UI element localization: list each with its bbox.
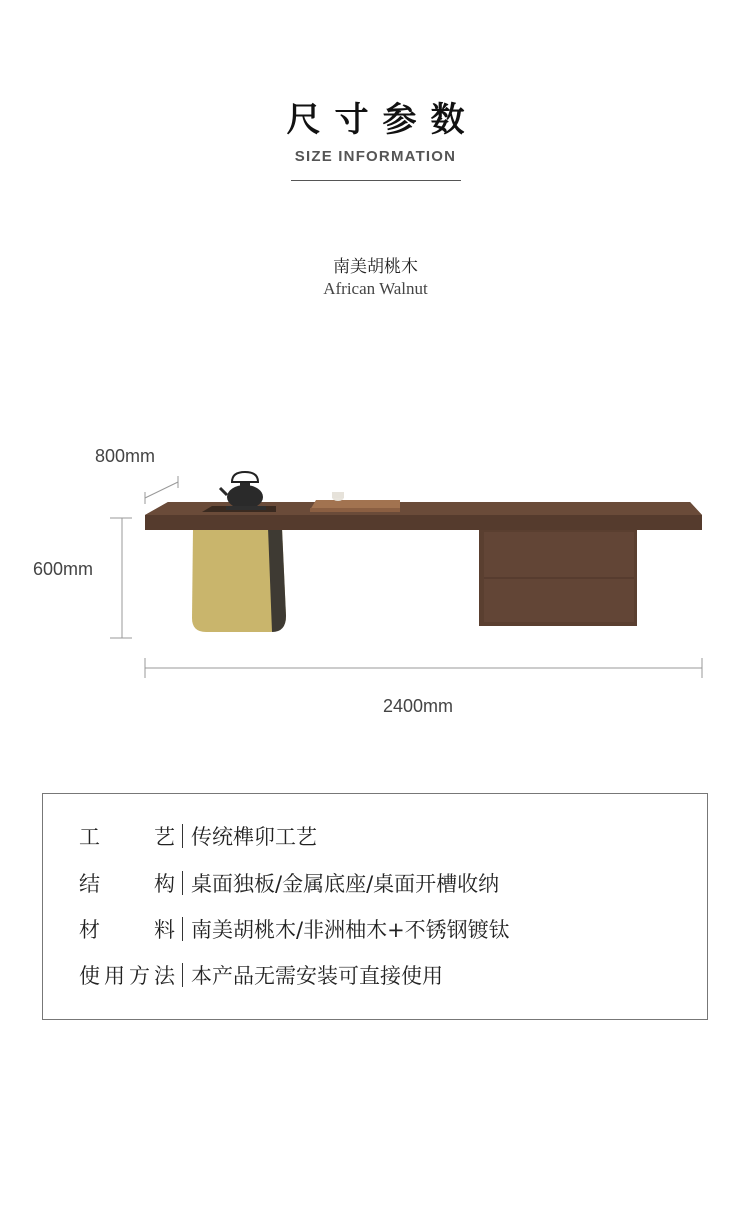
spec-row-material — [79, 914, 510, 944]
spec-separator — [182, 824, 183, 848]
height-label: 600mm — [33, 559, 94, 579]
material-name-en: African Walnut — [323, 279, 428, 298]
spec-row-usage — [79, 960, 443, 990]
spec-value: 南美胡桃木/非洲柚木+不锈钢镀钛 — [191, 918, 510, 942]
spec-value: 传统榫卯工艺 — [191, 825, 317, 849]
spec-key: 使 用 方 法 — [79, 964, 175, 988]
spec-separator — [182, 871, 183, 895]
spec-row-craft — [79, 821, 317, 851]
spec-key: 结 构 — [79, 872, 175, 896]
spec-key: 工 艺 — [79, 825, 175, 849]
spec-separator — [182, 917, 183, 941]
spec-row-structure — [79, 868, 499, 898]
spec-value: 本产品无需安装可直接使用 — [191, 964, 443, 988]
page-subtitle: SIZE INFORMATION — [294, 148, 457, 165]
product-dimension-diagram — [0, 420, 751, 740]
spec-key: 材 料 — [79, 918, 175, 942]
length-label: 2400mm — [383, 696, 454, 716]
title-divider — [291, 180, 461, 181]
depth-label: 800mm — [95, 446, 156, 466]
spec-table — [42, 793, 708, 1020]
spec-separator — [182, 963, 183, 987]
depth-dimension-line — [145, 482, 178, 498]
spec-value: 桌面独板/金属底座/桌面开槽收纳 — [191, 872, 500, 896]
material-name-cn: 南美胡桃木 — [333, 257, 418, 277]
table-illustration — [0, 420, 751, 740]
page-title: 尺寸参数 — [286, 100, 479, 140]
